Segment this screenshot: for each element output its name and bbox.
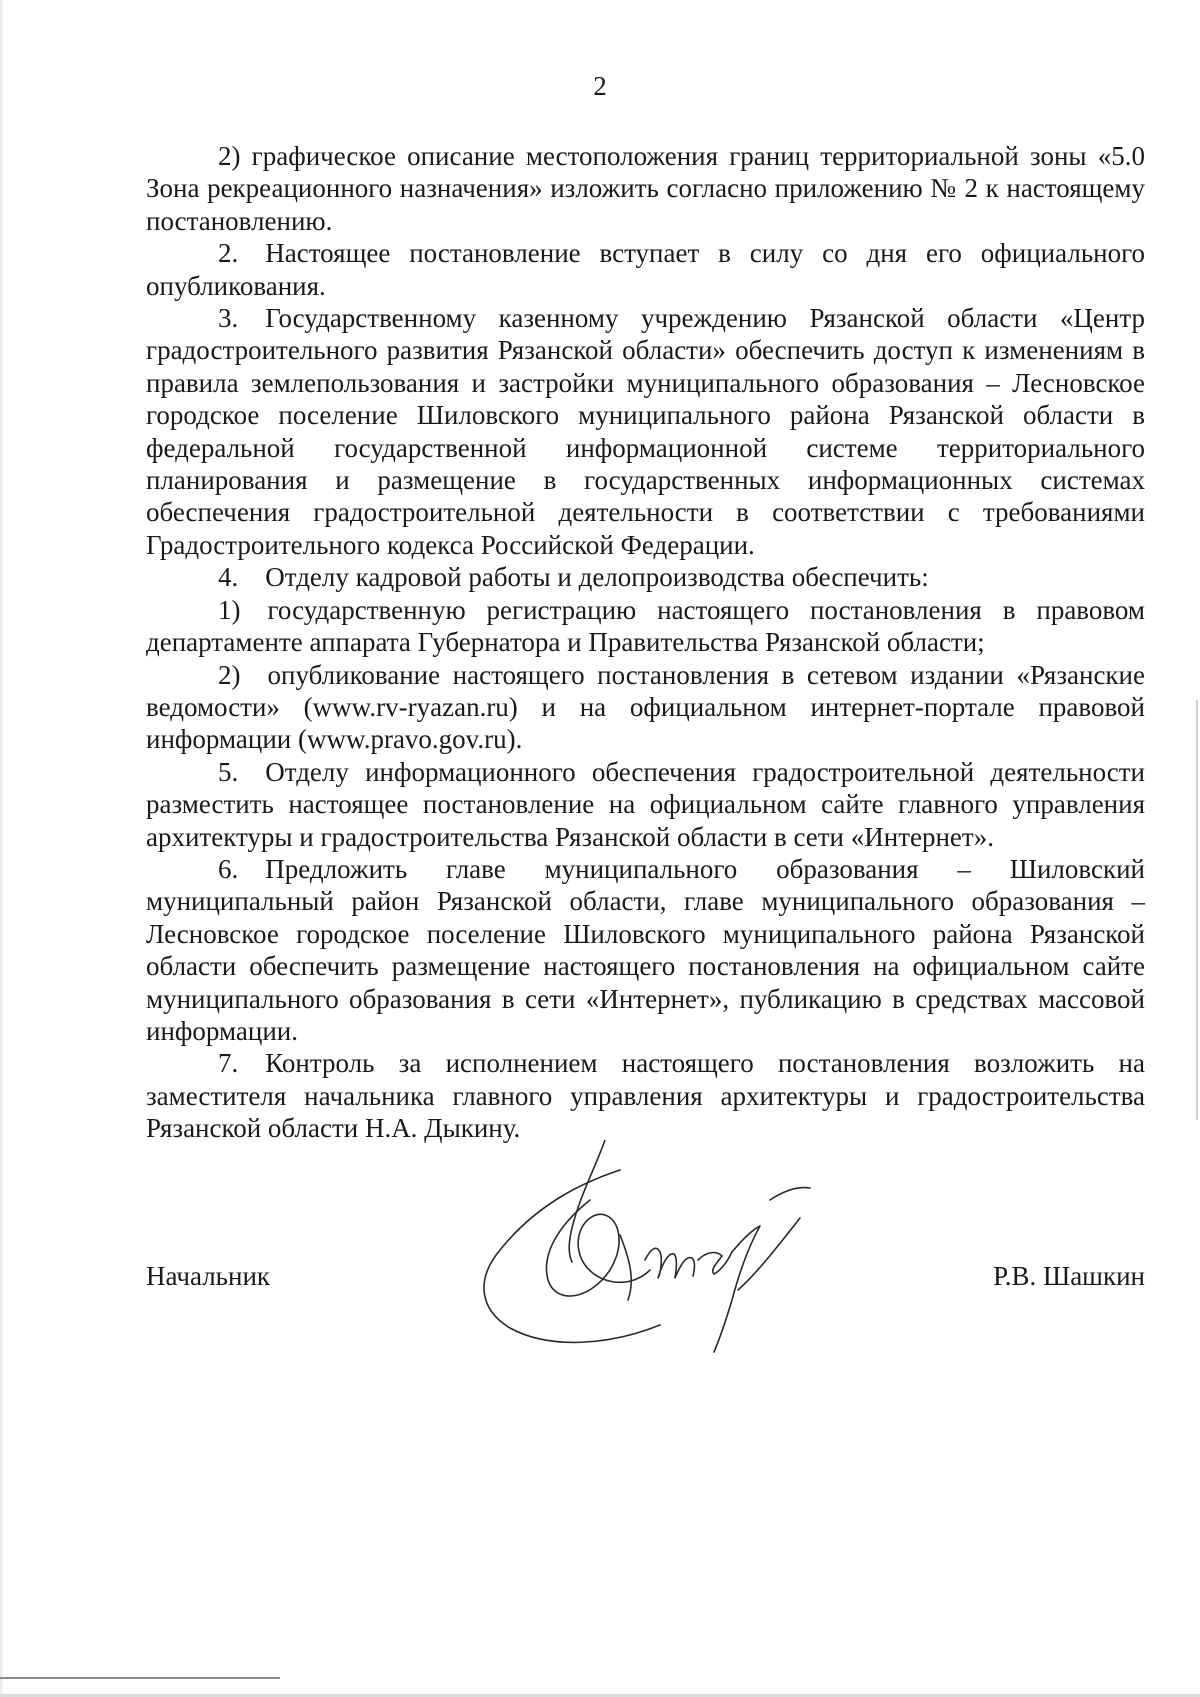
page-number: 2 [593, 71, 607, 101]
signature-block [146, 1260, 1145, 1300]
signer-position: Начальник [146, 1261, 271, 1291]
scan-edge-right [1196, 700, 1198, 1120]
paragraph-item-5: 5. Отделу информационного обеспечения градостроительной деятельности разместить настоящее постановление на официальном сайте главного управления архитектуры и градостроительства Рязанской области в сети «Интернет». [146, 756, 1152, 852]
paragraph-item-4-2: 2) опубликование настоящего постановления в сетевом издании «Рязанские ведомости» (www.rv-ryazan.ru) и на официальном интернет-портале правовой информации (www.pravo.gov.ru). [146, 659, 1152, 755]
paragraph-item-6: 6. Предложить главе муниципального образования – Шиловский муниципальный район Рязанской области, главе муниципального образования – Лесновское городское поселение Шиловского муниципального района Рязанской области обеспечить размещение настоящего постановления на официальном сайте муниципального образования в сети «Интернет», публикацию в средствах массовой информации. [146, 853, 1152, 1046]
document-body [146, 140, 1152, 1145]
handwritten-signature [470, 1140, 830, 1370]
bottom-scan-rule [0, 1677, 280, 1679]
paragraph-item-2: 2. Настоящее постановление вступает в силу со дня его официального опубликования. [146, 238, 1152, 301]
signer-name: Р.В. Шашкин [993, 1261, 1145, 1291]
paragraph-item-4-1: 1) государственную регистрацию настоящего постановления в правовом департаменте аппарата Губернатора и Правительства Рязанской области; [146, 594, 1152, 658]
paragraph-item-7: 7. Контроль за исполнением настоящего постановления возложить на заместителя начальника главного управления архитектуры и градостроительства Рязанской области Н.А. Дыкину. [146, 1048, 1152, 1144]
paragraph-item-1-2: 2) графическое описание местоположения границ территориальной зоны «5.0 Зона рекреационного назначения» изложить согласно приложению № 2 к настоящему постановлению. [146, 141, 1152, 236]
scan-edge-left [0, 0, 4, 1697]
paragraph-item-4: 4. Отделу кадровой работы и делопроизводства обеспечить: [218, 562, 929, 593]
paragraph-item-3: 3. Государственному казенному учреждению Рязанской области «Центр градостроительного развития Рязанской области» обеспечить доступ к изменениям в правила землепользования и застройки муниципального образования – Лесновское городское поселение Шиловского муниципального района Рязанской области в федеральной государственной информационной системе территориального планирования и размещение в государственных информационных системах обеспечения градостроительной деятельности в соответствии с требованиями Градостроительного кодекса Российской Федерации. [146, 303, 1152, 560]
